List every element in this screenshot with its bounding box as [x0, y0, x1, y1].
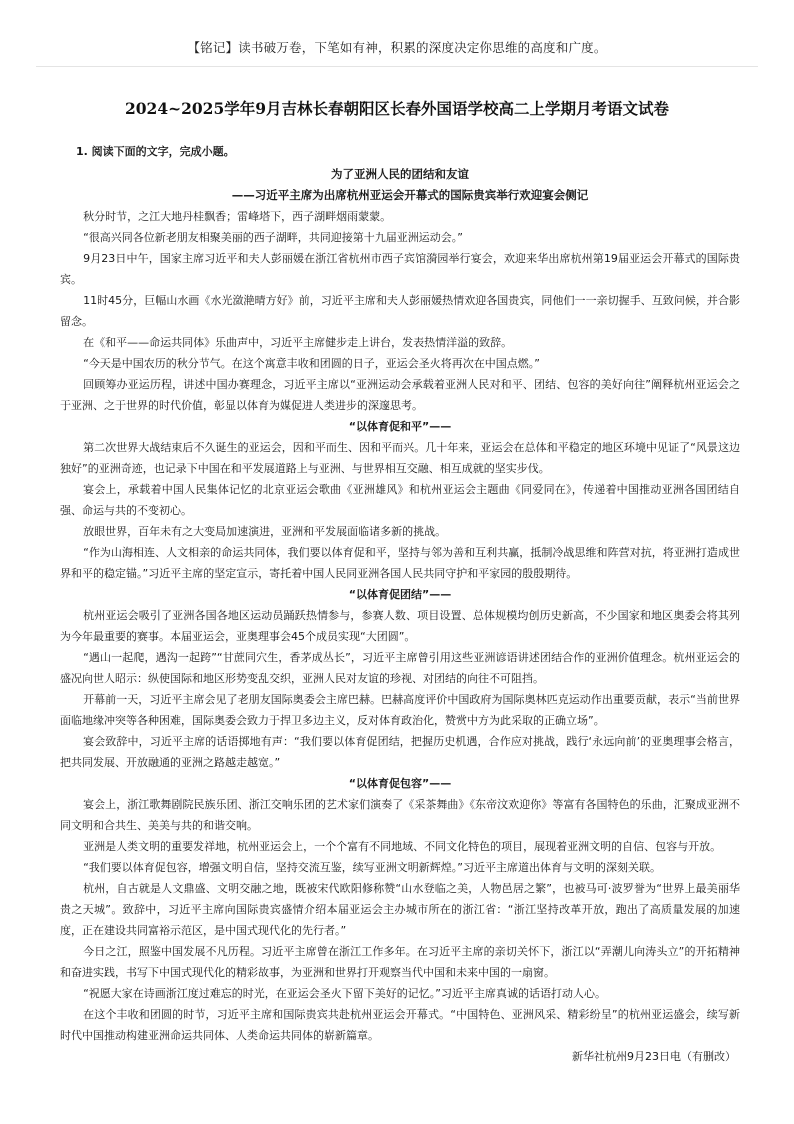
paragraph: “我们要以体育促包容，增强文明自信，坚持交流互鉴，续写亚洲文明新辉煌。”习近平主席道出体育与文明的深刻关联。: [83, 861, 661, 874]
paragraph: 今日之江，照鉴中国发展不凡历程。习近平主席曾在浙江工作多年。在习近平主席的亲切关怀下，浙江以“弄潮儿向涛头立”的开拓精神和奋进实践，书写下中国式现代化的精彩故事，为亚洲和世界打开观察当代中国和未来中国的一扇窗。: [60, 945, 740, 979]
paragraph: 宴会上，承载着中国人民集体记忆的北京亚运会歌曲《亚洲雄风》和杭州亚运会主题曲《同爱同在》，传递着中国推动亚洲各国团结自强、命运与共的不变初心。: [60, 483, 740, 517]
paragraph: 回顾筹办亚运历程，讲述中国办赛理念，习近平主席以“亚洲运动会承载着亚洲人民对和平、团结、包容的美好向往”阐释杭州亚运会之于亚洲、之于世界的时代价值，彰显以体育为媒促进人类进步的深邃思考。: [60, 378, 740, 412]
paragraph: “遇山一起爬，遇沟一起跨”“甘蔗同穴生，香茅成丛长”，习近平主席曾引用这些亚洲谚语讲述团结合作的亚洲价值理念。杭州亚运会的盛况向世人昭示：纵使国际和地区形势变乱交织，亚洲人民对友谊的珍视、对团结的向往不可阻挡。: [60, 651, 740, 685]
paragraph: 11时45分，巨幅山水画《水光潋滟晴方好》前，习近平主席和夫人彭丽媛热情欢迎各国贵宾，同他们一一亲切握手、互致问候，并合影留念。: [60, 294, 740, 328]
paragraph: “祝愿大家在诗画浙江度过难忘的时光，在亚运会圣火下留下美好的记忆。”习近平主席真诚的话语打动人心。: [83, 987, 606, 1000]
section-heading-inclusion: “以体育促包容”——: [348, 777, 452, 790]
paragraph: 宴会上，浙江歌舞剧院民族乐团、浙江交响乐团的艺术家们演奏了《采茶舞曲》《东帝汶欢迎你》等富有各国特色的乐曲，汇聚成亚洲不同文明和合共生、美美与共的和谐交响。: [60, 798, 740, 832]
paragraph: 在《和平——命运共同体》乐曲声中，习近平主席健步走上讲台，发表热情洋溢的致辞。: [83, 336, 513, 349]
paragraph: 秋分时节，之江大地丹桂飘香；雷峰塔下，西子湖畔烟雨蒙蒙。: [83, 210, 392, 223]
article-subtitle: ——习近平主席为出席杭州亚运会开幕式的国际贵宾举行欢迎宴会侧记: [231, 188, 589, 202]
article: [60, 164, 740, 1067]
paragraph: 第二次世界大战结束后不久诞生的亚运会，因和平而生、因和平而兴。几十年来，亚运会在总体和平稳定的地区环境中见证了“风景这边独好”的亚洲奇迹，也记录下中国在和平发展道路上与亚洲、与世界相互交融、相互成就的坚实步伐。: [60, 441, 740, 475]
paragraph: 9月23日中午，国家主席习近平和夫人彭丽媛在浙江省杭州市西子宾馆漪园举行宴会，欢迎来华出席杭州第19届亚运会开幕式的国际贵宾。: [60, 252, 740, 286]
document-title: 2024~2025学年9月吉林长春朝阳区长春外国语学校高二上学期月考语文试卷: [124, 99, 670, 118]
paragraph: 宴会致辞中，习近平主席的话语掷地有声：“我们要以体育促团结，把握历史机遇，合作应对挑战，践行‘永远向前’的亚奥理事会格言，把共同发展、开放融通的亚洲之路越走越宽。”: [60, 735, 740, 769]
section-heading-unity: “以体育促团结”——: [348, 588, 452, 601]
article-title: 为了亚洲人民的团结和友谊: [331, 167, 469, 181]
header-motto: 【铭记】读书破万卷，下笔如有神，积累的深度决定你思维的高度和广度。: [187, 40, 607, 55]
paragraph: 放眼世界，百年未有之大变局加速演进，亚洲和平发展面临诸多新的挑战。: [83, 525, 447, 538]
paragraph: 杭州，自古就是人文鼎盛、文明交融之地，既被宋代欧阳修称赞“山水登临之美，人物邑居之繁”，也被马可·波罗誉为“世界上最美丽华贵之天城”。致辞中，习近平主席向国际贵宾盛情介绍本届亚运会主办城市所在的浙江省：“浙江坚持改革开放，跑出了高质量发展的加速度，正在建设共同富裕示范区，是中国式现代化的先行者。”: [60, 882, 740, 937]
paragraph: 在这个丰收和团圆的时节，习近平主席和国际贵宾共赴杭州亚运会开幕式。“中国特色、亚洲风采、精彩纷呈”的杭州亚运盛会，续写新时代中国推动构建亚洲命运共同体、人类命运共同体的崭新篇章。: [60, 1008, 740, 1042]
paragraph: 杭州亚运会吸引了亚洲各国各地区运动员踊跃热情参与，参赛人数、项目设置、总体规模均创历史新高，不少国家和地区奥委会将其列为今年最重要的赛事。本届亚运会，亚奥理事会45个成员实现“大团圆”。: [60, 609, 740, 643]
article-source: 新华社杭州9月23日电（有删改）: [572, 1050, 736, 1063]
paragraph: 开幕前一天，习近平主席会见了老朋友国际奥委会主席巴赫。巴赫高度评价中国政府为国际奥林匹克运动作出重要贡献，表示“当前世界面临地缘冲突等各种困难，国际奥委会致力于捍卫多边主义，反对体育政治化，赞赏中方为此采取的正确立场”。: [60, 693, 740, 727]
section-heading-peace: “以体育促和平”——: [348, 420, 452, 433]
header-divider: [36, 66, 758, 67]
paragraph: “作为山海相连、人文相亲的命运共同体，我们要以体育促和平，坚持与邻为善和互利共赢，抵制冷战思维和阵营对抗，将亚洲打造成世界和平的稳定锚。”习近平主席的坚定宣示，寄托着中国人民同亚洲各国人民共同守护和平家园的殷殷期待。: [60, 546, 740, 580]
question-prompt: 1. 阅读下面的文字，完成小题。: [76, 145, 235, 158]
paragraph: 亚洲是人类文明的重要发祥地，杭州亚运会上，一个个富有不同地域、不同文化特色的项目，展现着亚洲文明的自信、包容与开放。: [83, 840, 722, 853]
paragraph: “很高兴同各位新老朋友相聚美丽的西子湖畔，共同迎接第十九届亚洲运动会。”: [83, 231, 463, 244]
paragraph: “今天是中国农历的秋分节气。在这个寓意丰收和团圆的日子，亚运会圣火将再次在中国点燃。”: [83, 357, 540, 370]
